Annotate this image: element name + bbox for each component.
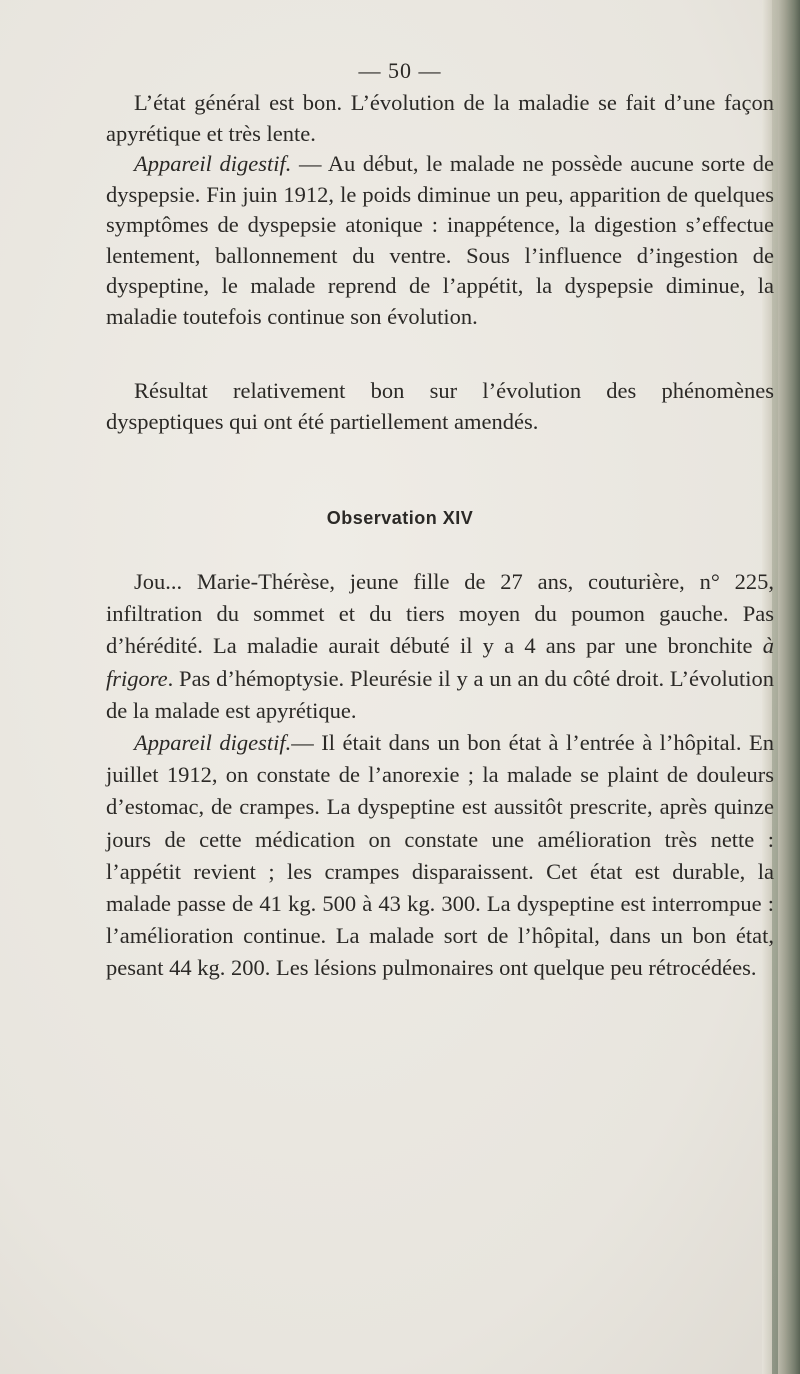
page-number: — 50 — xyxy=(358,58,442,83)
section-lead: Appareil digestif. xyxy=(134,151,292,176)
patient-text-italic: à frigore xyxy=(106,633,774,691)
paragraph-digestive xyxy=(106,149,774,332)
paragraph-patient xyxy=(106,566,774,727)
section-lead-xiv: Appareil digestif. xyxy=(134,730,292,756)
patient-text-a: Jou... Marie-Thérèse, jeune fille de 27 ans, couturière, n° 225, infiltration du sommet et du tiers moyen du poumon gauche. Pas d’hérédité. La maladie aurait débuté il y a 4 ans par une bronchite xyxy=(106,569,774,659)
result-block xyxy=(106,376,774,437)
paragraph-digestive-text: — Au début, le malade ne possède aucune sorte de dyspepsie. Fin juin 1912, le poids diminue un peu, apparition de quelques symptômes de dyspepsie atonique : inappétence, la digestion s’effectue lentement, ballonnement du ventre. Sous l’influence d’ingestion de dyspeptine, le malade reprend de l’appétit, la dyspepsie diminue, la maladie toutefois continue son évolution. xyxy=(106,151,774,329)
paragraph-result: Résultat relativement bon sur l’évolution des phénomènes dyspeptiques qui ont été partiellement amendés. xyxy=(106,378,774,434)
observation-heading: Observation XIV xyxy=(326,508,474,528)
paragraph-digestive-xiv-text: — Il était dans un bon état à l’entrée à l’hôpital. En juillet 1912, on constate de l’anorexie ; la malade se plaint de douleurs d’estomac, de crampes. La dyspeptine est aussitôt prescrite, après quinze jours de cette médication on constate une amélioration très nette : l’appétit revient ; les crampes disparaissent. Cet état est durable, la malade passe de 41 kg. 500 à 43 kg. 300. La dyspeptine est interrompue : l’amélioration continue. La malade sort de l’hôpital, dans un bon état, pesant 44 kg. 200. Les lésions pulmonaires ont quelque peu rétrocédées. xyxy=(106,730,774,981)
observation-xiv xyxy=(106,566,774,985)
paragraph-general-state: L’état général est bon. L’évolution de la maladie se fait d’une façon apyrétique et très lente. xyxy=(106,90,774,146)
paragraph-digestive-xiv xyxy=(106,727,774,985)
patient-text-b: . Pas d’hémoptysie. Pleurésie il y a un an du côté droit. L’évolution de la malade est apyrétique. xyxy=(106,665,774,723)
observation-xiii-continued xyxy=(106,88,774,332)
